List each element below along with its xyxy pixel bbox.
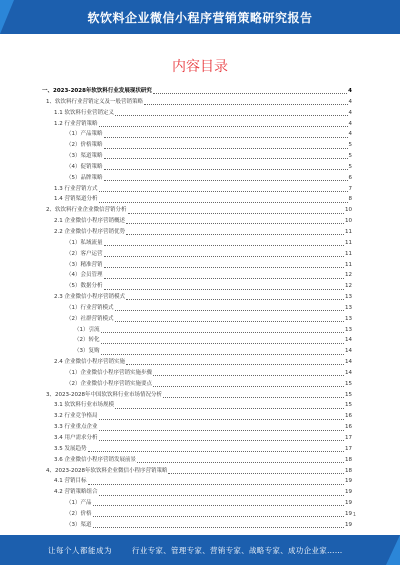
- toc-entry-page: 5: [348, 142, 352, 149]
- toc-entry-text: 2.2 企业微信小程序营销优势: [54, 228, 125, 235]
- toc-entry[interactable]: [42, 173, 352, 184]
- toc-entry-text: （1）企业微信小程序营销实施步骤: [66, 369, 153, 376]
- toc-leader-dots: [104, 245, 345, 246]
- toc-entry[interactable]: [42, 227, 352, 238]
- toc-leader-dots: [153, 375, 344, 376]
- toc-entry-text: （2）转化: [74, 337, 100, 344]
- toc-entry-page: 19: [345, 500, 352, 507]
- toc-entry[interactable]: [42, 260, 352, 271]
- toc-entry[interactable]: [42, 476, 352, 487]
- toc-entry-page: 16: [345, 424, 352, 431]
- toc-entry[interactable]: [42, 400, 352, 411]
- toc-leader-dots: [104, 137, 348, 138]
- toc-entry-text: 3.2 行业竞争格局: [54, 413, 98, 420]
- toc-entry-page: 4: [348, 88, 352, 94]
- toc-leader-dots: [115, 115, 348, 116]
- toc-leader-dots: [104, 267, 345, 268]
- toc-entry[interactable]: [42, 151, 352, 162]
- toc-entry-text: （5）数据分析: [66, 283, 103, 290]
- toc-entry-page: 19: [345, 478, 352, 485]
- toc-entry-text: 3.6 企业微信小程序营销发展前景: [54, 456, 136, 463]
- toc-entry-text: （1）产品: [66, 500, 92, 507]
- toc-leader-dots: [115, 321, 345, 322]
- toc-entry[interactable]: [42, 194, 352, 205]
- toc-entry-page: 15: [345, 380, 352, 387]
- toc-entry[interactable]: [42, 216, 352, 227]
- toc-entry-page: 5: [348, 153, 352, 160]
- toc-entry-text: 3、2023-2028年中国软饮料行业市场情况分析: [46, 391, 162, 398]
- toc-entry[interactable]: [42, 346, 352, 357]
- toc-entry-text: 1.1 软饮料行业营销定义: [54, 109, 114, 116]
- toc-entry-text: （2）价格: [66, 510, 92, 517]
- toc-entry-text: 2.4 企业微信小程序营销实施: [54, 359, 125, 366]
- toc-entry-text: （4）会员管理: [66, 272, 103, 279]
- toc-entry-page: 4: [348, 120, 352, 127]
- toc-leader-dots: [88, 451, 345, 452]
- toc-entry-page: 17: [345, 435, 352, 441]
- toc-entry[interactable]: [42, 390, 352, 401]
- toc-entry-text: 1.4 营销渠道分析: [54, 196, 98, 203]
- toc-entry[interactable]: [42, 487, 352, 498]
- toc-entry[interactable]: [42, 292, 352, 303]
- toc-entry[interactable]: [42, 335, 352, 346]
- toc-entry-page: 6: [348, 174, 352, 181]
- toc-entry[interactable]: [42, 140, 352, 151]
- toc-leader-dots: [126, 299, 344, 300]
- toc-leader-dots: [128, 213, 344, 214]
- toc-entry[interactable]: [42, 466, 352, 477]
- toc-leader-dots: [104, 278, 345, 279]
- toc-entry-page: 13: [345, 326, 352, 333]
- toc-entry-page: 10: [345, 207, 352, 214]
- toc-entry-text: 1.2 行业营销策略: [54, 120, 98, 127]
- toc-leader-dots: [126, 364, 344, 365]
- toc-entry-page: 19: [345, 521, 352, 528]
- toc-leader-dots: [93, 505, 345, 506]
- toc-entry-text: 2.3 企业微信小程序营销模式: [54, 294, 125, 301]
- toc-entry-page: 10: [345, 218, 352, 225]
- toc-entry-text: （4）促销策略: [66, 163, 103, 170]
- toc-leader-dots: [101, 343, 345, 344]
- page-header: [0, 0, 400, 34]
- toc-entry-text: （3）渠道策略: [66, 153, 103, 160]
- toc-leader-dots: [99, 495, 345, 496]
- toc-entry-text: （2）社群营销模式: [66, 315, 114, 322]
- toc-entry[interactable]: [42, 444, 352, 455]
- toc-entry-page: 16: [345, 413, 352, 420]
- toc-leader-dots: [126, 234, 344, 235]
- toc-entry-text: 一、2023-2028年软饮料行业发展现状研究: [42, 88, 152, 94]
- toc-heading: 内容目录: [172, 59, 228, 75]
- toc-entry-text: （1）行业营销模式: [66, 304, 114, 311]
- toc-entry[interactable]: [42, 498, 352, 509]
- toc-entry[interactable]: [42, 129, 352, 140]
- toc-leader-dots: [88, 484, 345, 485]
- toc-entry-text: 4.2 营销策略组合: [54, 489, 98, 496]
- toc-entry-page: 13: [345, 315, 352, 322]
- toc-leader-dots: [104, 180, 348, 181]
- toc-leader-dots: [104, 256, 345, 257]
- table-of-contents: [42, 86, 352, 531]
- toc-entry[interactable]: [42, 314, 352, 325]
- toc-leader-dots: [144, 104, 347, 105]
- toc-entry-page: 11: [345, 250, 352, 257]
- toc-leader-dots: [126, 223, 344, 224]
- toc-entry[interactable]: [42, 520, 352, 531]
- toc-entry-page: 13: [345, 304, 352, 311]
- toc-leader-dots: [104, 148, 348, 149]
- toc-entry-page: 11: [345, 228, 352, 235]
- toc-leader-dots: [99, 202, 348, 203]
- toc-leader-dots: [99, 419, 345, 420]
- toc-entry[interactable]: [42, 368, 352, 379]
- toc-entry-text: 2.1 企业微信小程序营销概述: [54, 218, 125, 225]
- toc-entry[interactable]: [42, 205, 352, 216]
- toc-leader-dots: [153, 93, 347, 94]
- toc-entry-text: （5）品牌策略: [66, 174, 103, 181]
- toc-entry-text: （2）客户运营: [66, 250, 103, 257]
- toc-entry-page: 5: [348, 163, 352, 170]
- toc-entry[interactable]: [42, 509, 352, 520]
- toc-leader-dots: [104, 289, 345, 290]
- toc-entry[interactable]: [42, 379, 352, 390]
- toc-entry[interactable]: [42, 184, 352, 195]
- toc-leader-dots: [104, 169, 348, 170]
- toc-entry-page: 4: [348, 98, 352, 105]
- toc-entry[interactable]: [42, 281, 352, 292]
- toc-entry[interactable]: [42, 119, 352, 130]
- toc-leader-dots: [104, 158, 348, 159]
- toc-entry[interactable]: [42, 433, 352, 444]
- toc-entry-page: 17: [345, 445, 352, 452]
- toc-leader-dots: [93, 527, 345, 528]
- toc-entry-page: 11: [345, 261, 352, 268]
- toc-leader-dots: [137, 462, 344, 463]
- report-title: 软饮料企业微信小程序营销策略研究报告: [87, 11, 313, 25]
- toc-entry-text: 1、软饮料行业营销定义及一般营销策略: [46, 98, 144, 105]
- toc-leader-dots: [93, 516, 345, 517]
- toc-entry-page: 14: [345, 348, 352, 355]
- toc-entry-page: 19: [345, 489, 352, 496]
- toc-leader-dots: [99, 126, 348, 127]
- toc-entry-page: 14: [345, 369, 352, 376]
- toc-entry-text: （2）价格策略: [66, 142, 103, 149]
- toc-entry-page: 18: [345, 467, 352, 474]
- toc-leader-dots: [101, 332, 345, 333]
- page-number: 1: [352, 512, 356, 518]
- toc-entry-text: 2、软饮料行业企业微信营销分析: [46, 207, 127, 214]
- toc-entry-page: 15: [345, 402, 352, 409]
- toc-leader-dots: [153, 386, 344, 387]
- toc-leader-dots: [99, 191, 348, 192]
- toc-entry[interactable]: [42, 162, 352, 173]
- toc-leader-dots: [99, 430, 345, 431]
- toc-entry-page: 4: [348, 109, 352, 116]
- toc-entry-text: 3.4 用户需求分析: [54, 435, 98, 441]
- toc-entry[interactable]: [42, 411, 352, 422]
- toc-entry[interactable]: [42, 249, 352, 260]
- toc-entry-text: 1.3 行业营销方式: [54, 185, 98, 192]
- toc-entry[interactable]: [42, 357, 352, 368]
- toc-leader-dots: [163, 397, 344, 398]
- toc-entry[interactable]: [42, 108, 352, 119]
- toc-entry-text: （1）私域流量: [66, 239, 103, 246]
- toc-entry-page: 12: [345, 283, 352, 290]
- toc-entry-page: 14: [345, 359, 352, 366]
- toc-leader-dots: [115, 310, 345, 311]
- toc-entry[interactable]: [42, 86, 352, 97]
- toc-entry-page: 7: [348, 185, 352, 192]
- toc-entry[interactable]: [42, 303, 352, 314]
- toc-entry[interactable]: [42, 422, 352, 433]
- toc-entry[interactable]: [42, 455, 352, 466]
- page-footer: [0, 535, 400, 565]
- toc-entry-text: 4、2023-2028年软饮料企业微信小程序营销策略: [46, 467, 168, 474]
- toc-entry[interactable]: [42, 238, 352, 249]
- toc-entry-page: 18: [345, 456, 352, 463]
- toc-entry-text: （3）精准营销: [66, 261, 103, 268]
- toc-entry-text: 3.1 软饮料行业市场规模: [54, 402, 114, 409]
- toc-entry[interactable]: [42, 325, 352, 336]
- toc-entry-text: 4.1 营销目标: [54, 478, 87, 485]
- toc-entry-text: 3.3 行业重点企业: [54, 424, 98, 431]
- toc-entry-page: 11: [345, 239, 352, 246]
- toc-leader-dots: [168, 473, 344, 474]
- toc-entry-page: 13: [345, 294, 352, 301]
- toc-entry-text: 3.5 发展趋势: [54, 445, 87, 452]
- toc-entry-page: 14: [345, 337, 352, 344]
- toc-leader-dots: [115, 408, 344, 409]
- footer-slogan: 让每个人都能成为: [48, 546, 112, 555]
- footer-roles: 行业专家、管理专家、营销专家、战略专家、成功企业家……: [132, 546, 343, 555]
- toc-entry-page: 8: [348, 196, 352, 203]
- toc-entry[interactable]: [42, 270, 352, 281]
- toc-entry[interactable]: [42, 97, 352, 108]
- toc-leader-dots: [101, 354, 345, 355]
- toc-entry-text: （2）企业微信小程序营销实施要点: [66, 380, 153, 387]
- footer-accent-triangle: [386, 535, 400, 565]
- toc-leader-dots: [99, 440, 345, 441]
- toc-entry-text: （1）产品策略: [66, 131, 103, 138]
- toc-entry-page: 12: [345, 272, 352, 279]
- toc-entry-text: （3）复购: [74, 348, 100, 355]
- toc-entry-text: （3）渠道: [66, 521, 92, 528]
- toc-entry-page: 4: [348, 131, 352, 138]
- toc-entry-page: 15: [345, 391, 352, 398]
- toc-entry-page: 19: [345, 510, 352, 517]
- toc-entry-text: （1）引流: [74, 326, 100, 333]
